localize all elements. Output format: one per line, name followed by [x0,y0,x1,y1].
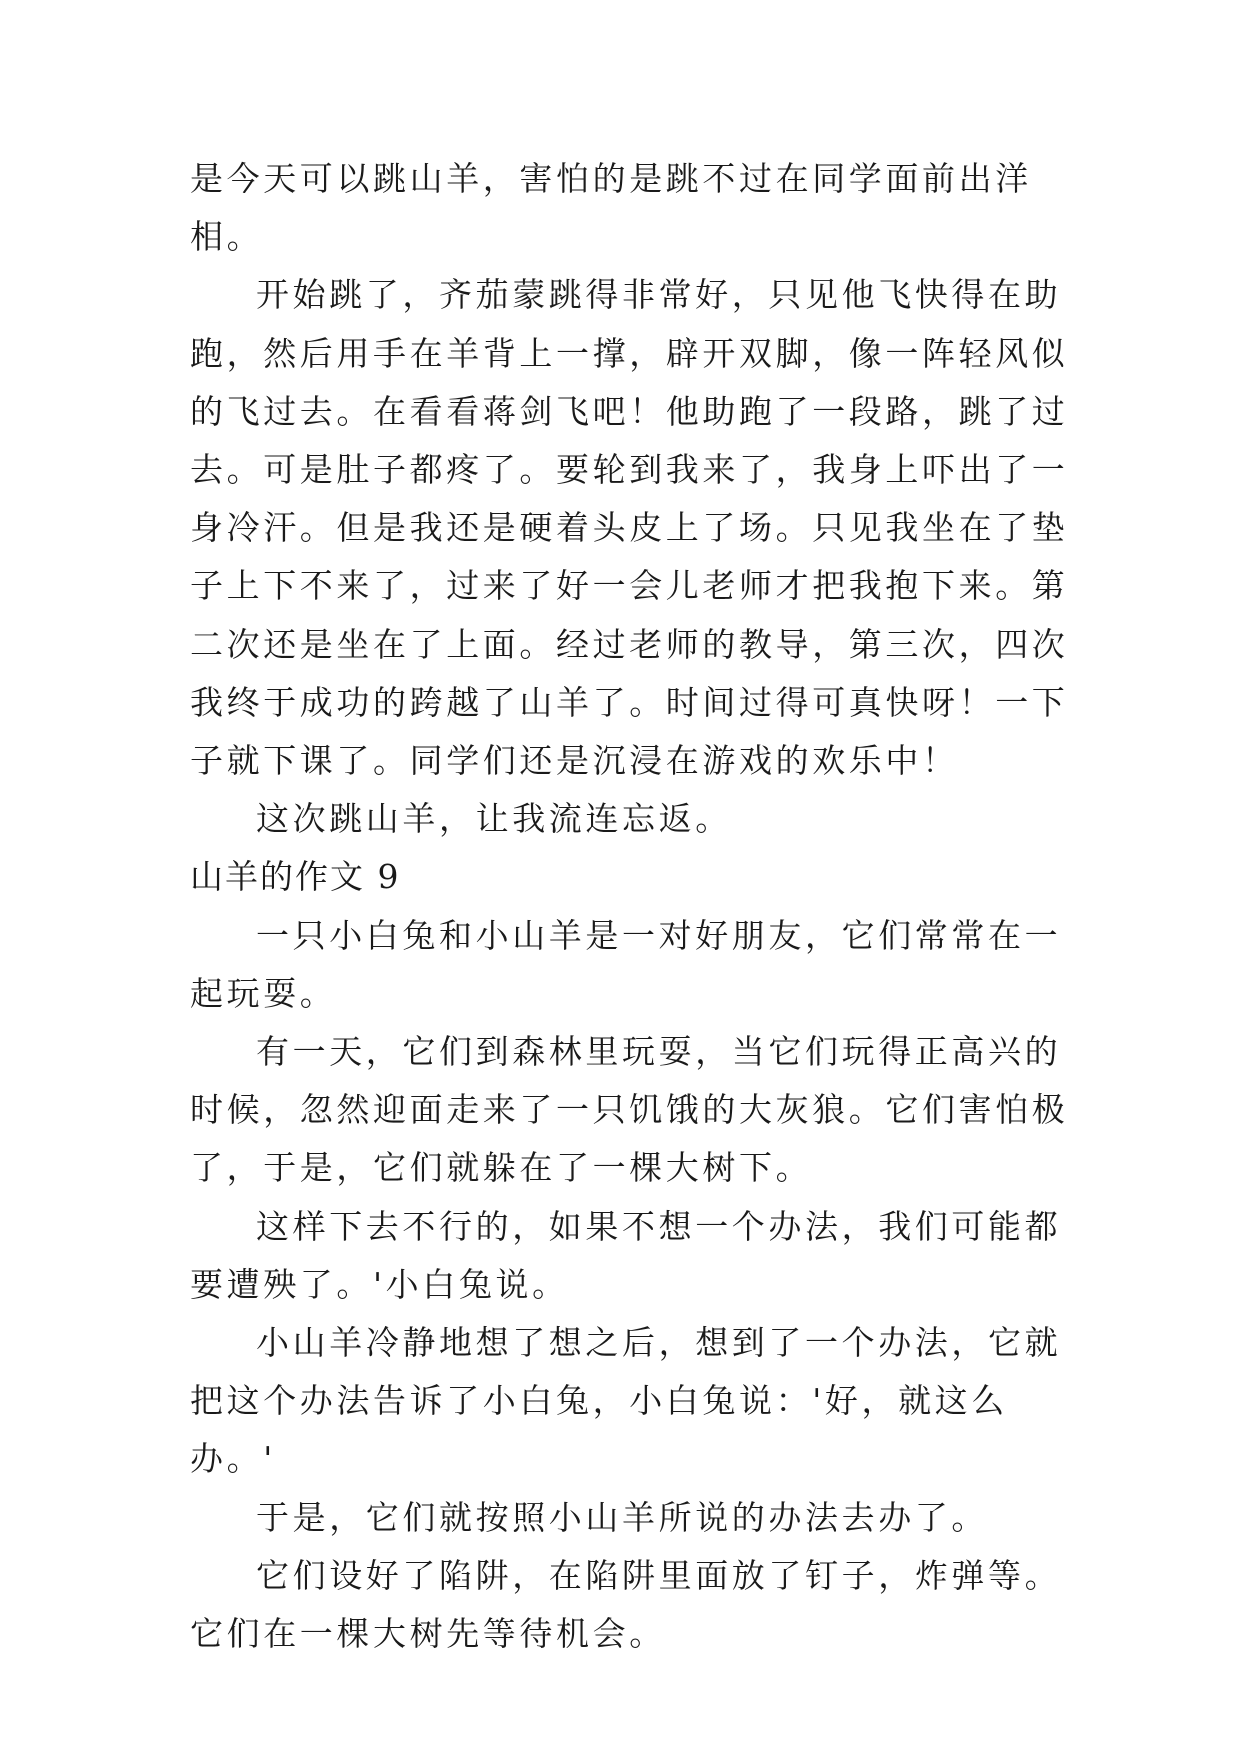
paragraph: 于是，它们就按照小山羊所说的办法去办了。 [256,1497,988,1537]
section-heading: 山羊的作文 9 [190,857,401,897]
paragraph: 一只小白兔和小山羊是一对好朋友，它们常常在一起玩耍。 [190,915,1062,1013]
paragraph: 有一天，它们到森林里玩耍，当它们玩得正高兴的时候，忽然迎面走来了一只饥饿的大灰狼。它们害怕极了，于是，它们就躲在了一棵大树下。 [190,1032,1069,1188]
paragraph: 这次跳山羊，让我流连忘返。 [256,799,732,839]
document-body [190,150,1070,1663]
paragraph: 开始跳了，齐茄蒙跳得非常好，只见他飞快得在助跑，然后用手在羊背上一撑，辟开双脚，像一阵轻风似的飞过去。在看看蒋剑飞吧！他助跑了一段路，跳了过去。可是肚子都疼了。要轮到我来了，我身上吓出了一身冷汗。但是我还是硬着头皮上了场。只见我坐在了垫子上下不来了，过来了好一会儿老师才把我抱下来。第二次还是坐在了上面。经过老师的教导，第三次，四次我终于成功的跨越了山羊了。时间过得可真快呀！一下子就下课了。同学们还是沉浸在游戏的欢乐中！ [190,275,1069,781]
paragraph: 它们设好了陷阱，在陷阱里面放了钉子，炸弹等。它们在一棵大树先等待机会。 [190,1555,1062,1654]
paragraph: 小山羊冷静地想了想之后，想到了一个办法，它就把这个办法告诉了小白兔，小白兔说：'好，就这么办。' [190,1323,1062,1479]
paragraph: 这样下去不行的，如果不想一个办法，我们可能都要遭殃了。'小白兔说。 [190,1206,1062,1304]
paragraph: 是今天可以跳山羊，害怕的是跳不过在同学面前出洋相。 [190,159,1032,257]
